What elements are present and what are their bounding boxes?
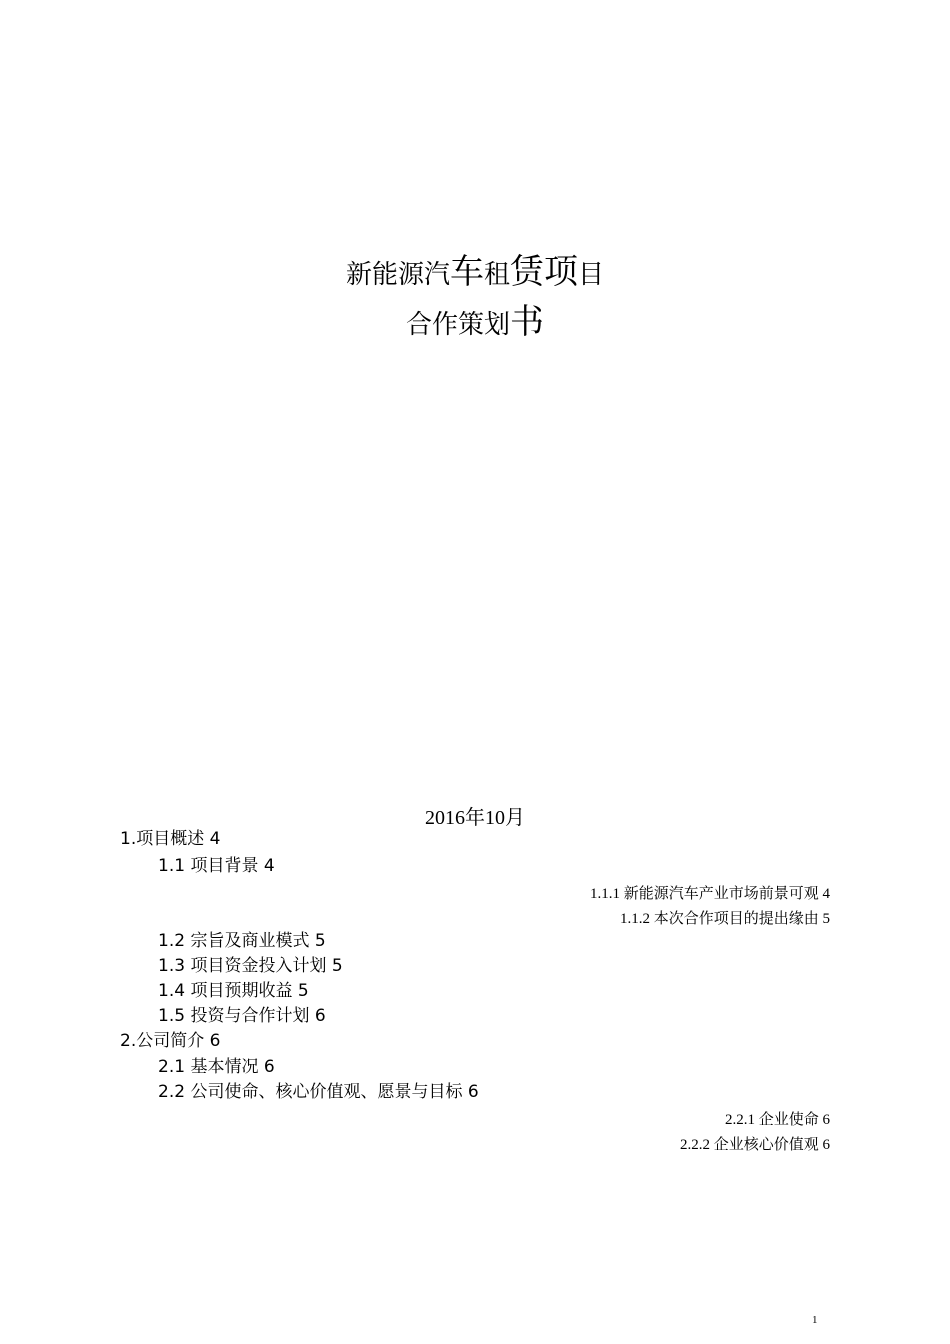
- page-number: 1: [812, 1314, 818, 1326]
- toc-entry-level-2[interactable]: 2.2 公司使命、核心价值观、愿景与目标 6: [158, 1082, 479, 1102]
- toc-entry-level-2[interactable]: 2.1 基本情况 6: [158, 1057, 275, 1077]
- toc-entry-level-3[interactable]: 2.2.2 企业核心价值观 6: [679, 1137, 830, 1153]
- toc-entry-level-3[interactable]: 1.1.1 新能源汽车产业市场前景可观 4: [589, 886, 830, 902]
- toc-entry-level-2[interactable]: 1.5 投资与合作计划 6: [158, 1006, 326, 1026]
- title-segment: 赁项: [510, 252, 578, 292]
- document-title-line-2: [0, 302, 950, 343]
- toc-entry-level-3[interactable]: 2.2.1 企业使命 6: [724, 1112, 830, 1128]
- toc-entry-level-2[interactable]: 1.1 项目背景 4: [158, 856, 275, 876]
- toc-entry-level-2[interactable]: 1.4 项目预期收益 5: [158, 981, 309, 1001]
- title-segment: 新能源汽: [345, 260, 450, 290]
- toc-entry-level-2[interactable]: 1.2 宗旨及商业模式 5: [158, 931, 326, 951]
- toc-entry-level-2[interactable]: 1.3 项目资金投入计划 5: [158, 956, 343, 976]
- title-segment: 目: [578, 260, 605, 290]
- title-segment: 合作策划: [405, 310, 510, 340]
- document-title-line-1: [0, 252, 950, 293]
- title-segment: 书: [510, 302, 544, 342]
- title-segment: 车: [449, 252, 484, 292]
- title-segment: 租: [483, 260, 510, 290]
- toc-entry-level-1[interactable]: 1.项目概述 4: [120, 829, 221, 849]
- toc-entry-level-1[interactable]: 2.公司简介 6: [120, 1031, 221, 1051]
- toc-entry-level-3[interactable]: 1.1.2 本次合作项目的提出缘由 5: [619, 911, 830, 927]
- document-date: 2016年10月: [425, 807, 525, 829]
